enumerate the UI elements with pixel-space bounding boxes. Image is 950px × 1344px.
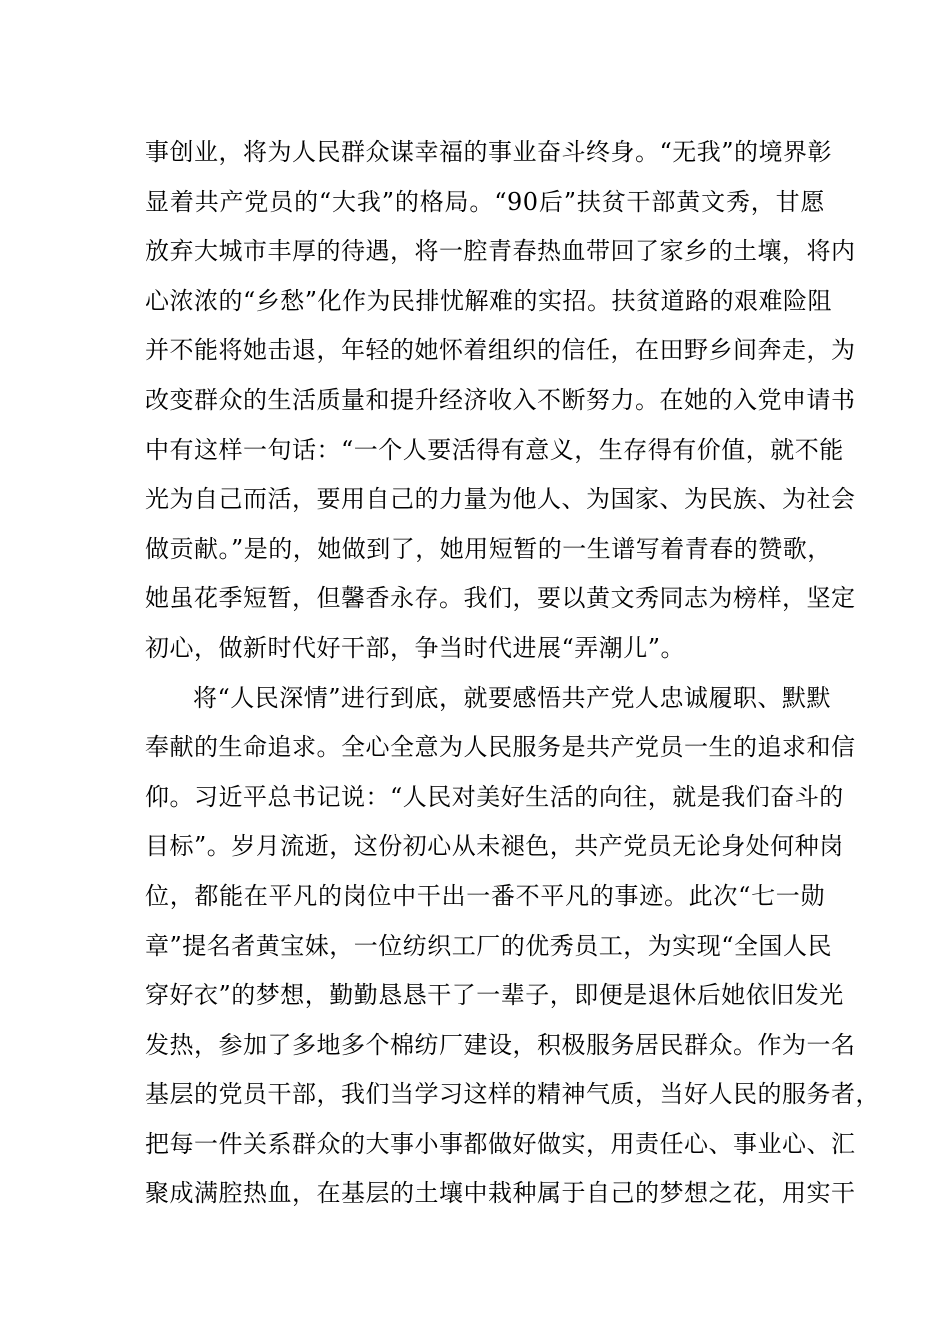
text-line: 仰。习近平总书记说：“人民对美好生活的向往，就是我们奋斗的 bbox=[145, 782, 844, 811]
text-line: 光为自己而活，要用自己的力量为他人、为国家、为民族、为社会 bbox=[145, 485, 856, 514]
text-line: 事创业，将为人民群众谋幸福的事业奋斗终身。“无我”的境界彰 bbox=[145, 138, 833, 166]
body-text bbox=[145, 128, 880, 1219]
text-line: 显着共产党员的“大我”的格局。“90后”扶贫干部黄文秀，甘愿 bbox=[145, 187, 825, 216]
text-line: 奉献的生命追求。全心全意为人民服务是共产党员一生的追求和信 bbox=[145, 733, 856, 762]
text-line: 把每一件关系群众的大事小事都做好做实，用责任心、事业心、汇 bbox=[145, 1129, 856, 1158]
text-line: 初心，做新时代好干部，争当时代进展“弄潮儿”。 bbox=[145, 633, 686, 662]
text-line: 基层的党员干部，我们当学习这样的精神气质，当好人民的服务者， bbox=[145, 1080, 880, 1109]
text-line: 做贡献。”是的，她做到了，她用短暂的一生谱写着青春的赞歌， bbox=[145, 534, 832, 563]
text-line: 将“人民深情”进行到底，就要感悟共产党人忠诚履职、默默 bbox=[193, 683, 832, 712]
text-line: 并不能将她击退，年轻的她怀着组织的信任，在田野乡间奔走，为 bbox=[145, 336, 856, 365]
text-line: 穿好衣”的梦想，勤勤恳恳干了一辈子，即便是退休后她依旧发光 bbox=[145, 981, 844, 1010]
text-line: 聚成满腔热血，在基层的土壤中栽种属于自己的梦想之花，用实干 bbox=[145, 1179, 856, 1208]
paragraph-1 bbox=[145, 128, 856, 674]
text-line: 章”提名者黄宝妹，一位纺织工厂的优秀员工，为实现“全国人民 bbox=[145, 931, 833, 960]
text-line: 目标”。岁月流逝，这份初心从未褪色，共产党员无论身处何种岗 bbox=[145, 832, 844, 861]
text-line: 改变群众的生活质量和提升经济收入不断努力。在她的入党申请书 bbox=[145, 385, 856, 414]
text-line: 发热，参加了多地多个棉纺厂建设，积极服务居民群众。作为一名 bbox=[145, 1030, 856, 1059]
text-line: 位，都能在平凡的岗位中干出一番不平凡的事迹。此次“七一勋 bbox=[145, 881, 825, 910]
text-line: 放弃大城市丰厚的待遇，将一腔青春热血带回了家乡的土壤，将内 bbox=[145, 237, 856, 266]
text-line: 她虽花季短暂，但馨香永存。我们，要以黄文秀同志为榜样，坚定 bbox=[145, 584, 856, 613]
paragraph-2 bbox=[145, 674, 880, 1220]
text-line: 心浓浓的“乡愁”化作为民排忧解难的实招。扶贫道路的艰难险阻 bbox=[145, 286, 833, 315]
text-line: 中有这样一句话：“一个人要活得有意义，生存得有价值，就不能 bbox=[145, 435, 844, 464]
